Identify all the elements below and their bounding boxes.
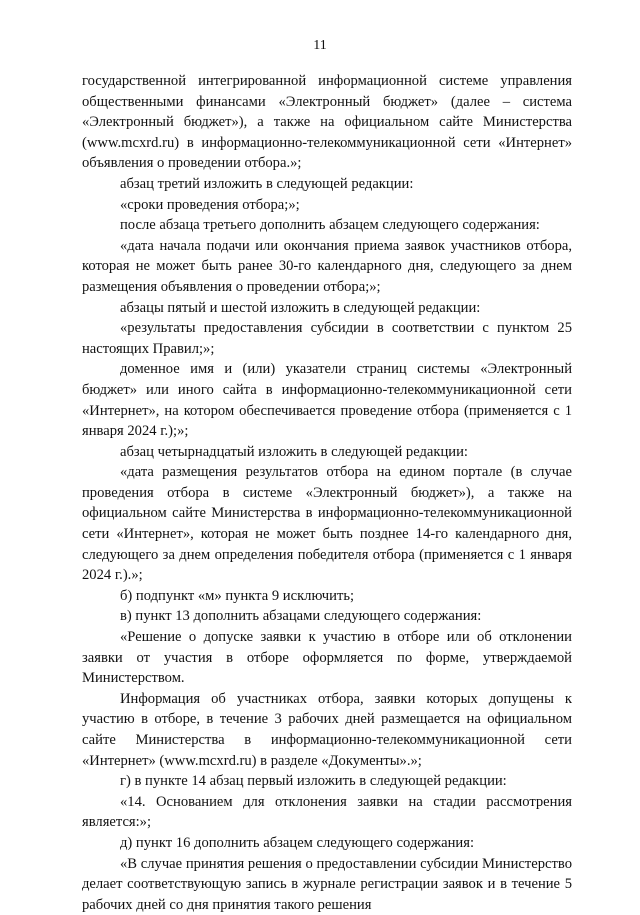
page-number: 11 <box>313 38 327 53</box>
paragraph: г) в пункте 14 абзац первый изложить в следующей редакции: <box>120 773 507 790</box>
paragraph: б) подпункт «м» пункта 9 исключить; <box>120 587 355 604</box>
paragraph: абзац четырнадцатый изложить в следующей редакции: <box>120 443 468 460</box>
paragraph: абзацы пятый и шестой изложить в следующей редакции: <box>120 299 481 316</box>
paragraph: «результаты предоставления субсидии в соответствии с пунктом 25 настоящих Правил;»; <box>82 320 572 357</box>
paragraph: после абзаца третьего дополнить абзацем следующего содержания: <box>120 217 540 234</box>
paragraph: д) пункт 16 дополнить абзацем следующего содержания: <box>120 834 475 851</box>
paragraph-continuation: государственной интегрированной информационной системе управления общественными финансами «Электронный бюджет» (далее – система «Электронный бюджет»), а также на официальном сайте Министерства (www.mcxrd.ru) в информационно-телекоммуникационной сети «Интернет» объявления о проведении отбора.»; <box>82 73 572 172</box>
paragraph: «дата размещения результатов отбора на едином портале (в случае проведения отбора в системе «Электронный бюджет»), а также на официальном сайте Министерства в информационно-телекоммуникационной сети «Интернет», которая не может быть позднее 14-го календарного дня, следующего за днем определения победителя отбора (применяется с 1 января 2024 г.).»; <box>82 464 572 584</box>
paragraph: «Решение о допуске заявки к участию в отборе или об отклонении заявки от участия в отборе оформляется по форме, утверждаемой Министерством. <box>82 629 572 687</box>
paragraph: в) пункт 13 дополнить абзацами следующего содержания: <box>120 608 482 625</box>
paragraph: Информация об участниках отбора, заявки которых допущены к участию в отборе, в течение 3 рабочих дней размещается на официальном сайте Министерства в информационно-телекоммуникационной сети «Интернет» (www.mcxrd.ru) в разделе «Документы».»; <box>82 690 572 769</box>
paragraph: «В случае принятия решения о предоставлении субсидии Министерство делает соответствующую запись в журнале регистрации заявок и в течение 5 рабочих дней со дня принятия такого решения <box>82 855 572 913</box>
paragraph: «сроки проведения отбора;»; <box>120 196 300 213</box>
paragraph: «дата начала подачи или окончания приема заявок участников отбора, которая не может быть ранее 30-го календарного дня, следующего за днем размещения объявления о проведении отбора;»; <box>82 237 572 295</box>
paragraph: «14. Основанием для отклонения заявки на стадии рассмотрения является:»; <box>82 793 572 831</box>
paragraph: доменное имя и (или) указатели страниц системы «Электронный бюджет» или иного сайта в информационно-телекоммуникационной сети «Интернет», на котором обеспечивается проведение отбора (применяется с 1 января 2024 г.);»; <box>82 361 572 440</box>
document-body <box>82 71 572 915</box>
paragraph: абзац третий изложить в следующей редакции: <box>120 175 414 192</box>
